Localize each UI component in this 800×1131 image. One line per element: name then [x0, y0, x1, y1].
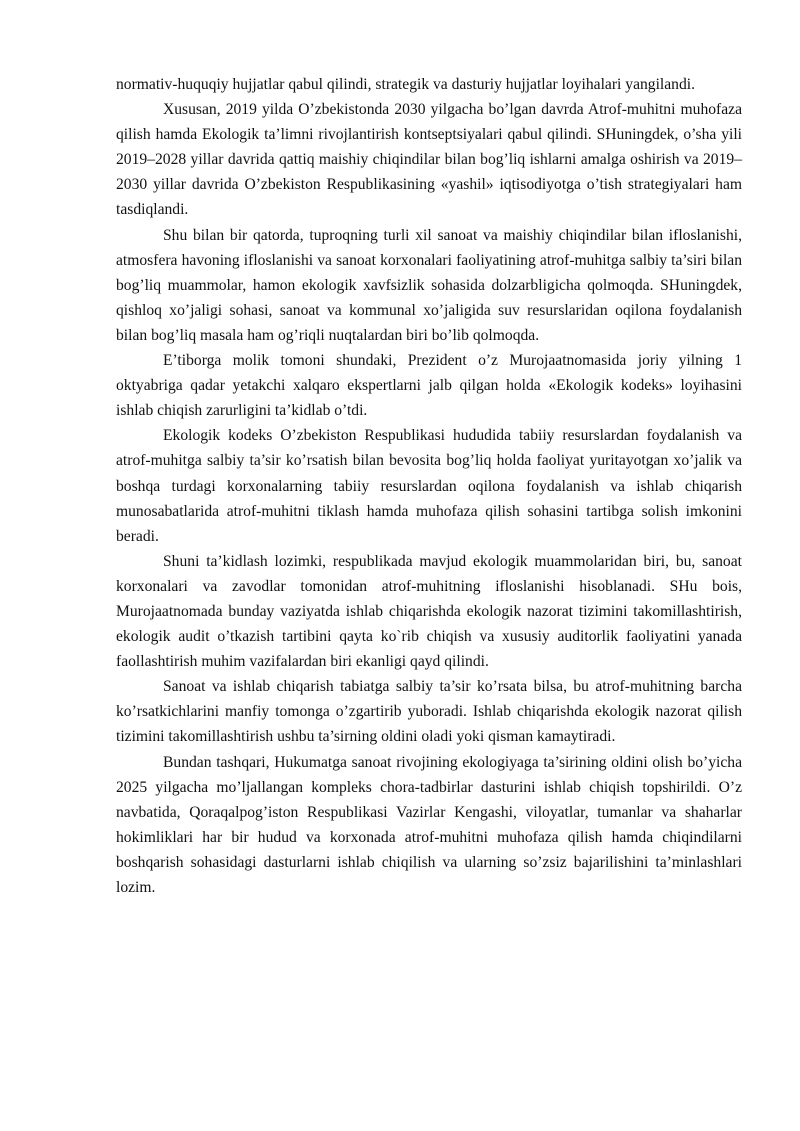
- paragraph-concepts-2019: Xususan, 2019 yilda O’zbekistonda 2030 yilgacha bo’lgan davrda Atrof-muhitni muhofaza qilish hamda Ekologik ta’limni rivojlantirish kontseptsiyalari qabul qilindi. SHuningdek, o’sha yili 2019–2028 yillar davrida qattiq maishiy chiqindilar bilan bog’liq ishlarni amalga oshirish va 2019–2030 yillar davrida O’zbekiston Respublikasining «yashil» iqtisodiyotga o’tish strategiyalari ham tasdiqlandi.: [116, 101, 742, 219]
- paragraph-ecological-code-announcement: E’tiborga molik tomoni shundaki, Prezident o’z Murojaatnomasida joriy yilning 1 oktyabriga qadar yetakchi xalqaro ekspertlarni jalb qilgan holda «Ekologik kodeks» loyihasini ishlab chiqish zarurligini ta’kidlab o’tdi.: [116, 352, 742, 420]
- paragraph-pollution-problems: Shu bilan bir qatorda, tuproqning turli xil sanoat va maishiy chiqindilar bilan ifloslanishi, atmosfera havoning ifloslanishi va sanoat korxonalari faoliyatining atrof-muhitga salbiy ta’siri bilan bog’liq muammolar, hamon ekologik xavfsizlik sohasida dolzarbligicha qolmoqda. SHuningdek, qishloq xo’jaligi sohasi, sanoat va kommunal xo’jaligida suv resurslaridan oqilona foydalanish bilan bog’liq masala ham og’riqli nuqtalardan biri bo’lib qolmoqda.: [116, 226, 742, 344]
- paragraph-ecological-code-purpose: Ekologik kodeks O’zbekiston Respublikasi hududida tabiiy resurslardan foydalanish va atrof-muhitga salbiy ta’sir ko’rsatish bilan bevosita bog’liq holda faoliyat yuritayotgan xo’jalik va boshqa turdagi korxonalarning tabiiy resurslardan oqilona foydalanish va ishlab chiqarish munosabatlarida atrof-muhitni tiklash hamda muhofaza qilish sohasini tartibga solish imkonini beradi.: [116, 427, 742, 545]
- document-page: [116, 72, 742, 900]
- paragraph-government-program: Bundan tashqari, Hukumatga sanoat rivojining ekologiyaga ta’sirining oldini olish bo’yicha 2025 yilgacha mo’ljallangan kompleks chora-tadbirlar dasturini ishlab chiqish topshirildi. O’z navbatida, Qoraqalpog’iston Respublikasi Vazirlar Kengashi, viloyatlar, tumanlar va shaharlar hokimliklari har bir hudud va korxonada atrof-muhitni muhofaza qilish hamda chiqindilarni boshqarish sohasidagi dasturlarni ishlab chiqilish va ularning so’zsiz bajarilishini ta’minlashlari lozim.: [116, 753, 742, 896]
- paragraph-industrial-pollution: Shuni ta’kidlash lozimki, respublikada mavjud ekologik muammolaridan biri, bu, sanoat korxonalari va zavodlar tomonidan atrof-muhitning ifloslanishi hisoblanadi. SHu bois, Murojaatnomada bunday vaziyatda ishlab chiqarishda ekologik nazorat tizimini takomillashtirish, ekologik audit o’tkazish tartibini qayta ko`rib chiqish va xususiy auditorlik faoliyatini yanada faollashtirish muhim vazifalardan biri ekanligi qayd qilindi.: [116, 552, 742, 671]
- paragraph-continuation: normativ-huquqiy hujjatlar qabul qilindi, strategik va dasturiy hujjatlar loyihalari yangilandi.: [116, 76, 696, 93]
- paragraph-industry-impact: Sanoat va ishlab chiqarish tabiatga salbiy ta’sir ko’rsata bilsa, bu atrof-muhitning barcha ko’rsatkichlarini manfiy tomonga o’zgartirib yuboradi. Ishlab chiqarishda ekologik nazorat qilish tizimini takomillashtirish ushbu ta’sirning oldini oladi yoki qisman kamaytiradi.: [116, 678, 742, 746]
